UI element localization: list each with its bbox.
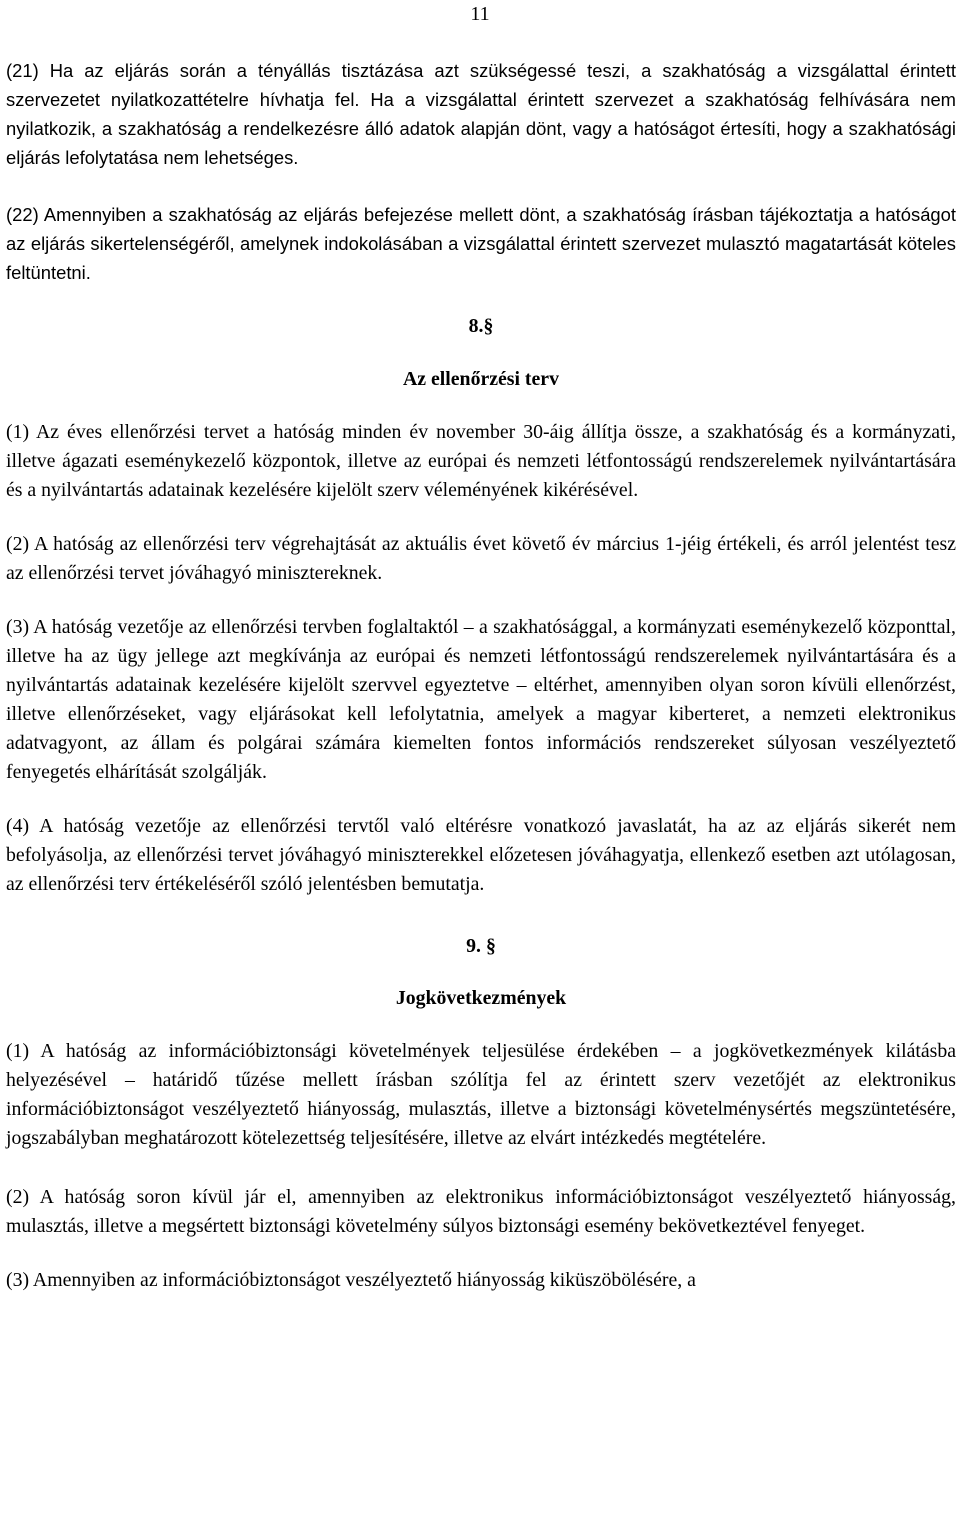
section-8-paragraph-2: (2) A hatóság az ellenőrzési terv végrehajtását az aktuális évet követő év március 1-jéig értékeli, és arról jelentést tesz az ellenőrzési tervet jóváhagyó minisztereknek. [6,533,956,584]
section-9-paragraph-1: (1) A hatóság az információbiztonsági követelmények teljesülése érdekében – a jogkövetkezmények kilátásba helyezésével – határidő tűzése mellett írásban szólítja fel az érintett szerv vezetőjét az elektronikus információbiztonságot veszélyeztető hiányosság, mulasztás, illetve a biztonsági követelménysértés megszüntetésére, jogszabályban meghatározott kötelezettség teljesítésére, illetve az elvárt intézkedés megtételére. [6,1040,956,1149]
section-9-paragraph-3: (3) Amennyiben az információbiztonságot veszélyeztető hiányosság kiküszöbölésére, a [6,1269,696,1291]
paragraph-21: (21) Ha az eljárás során a tényállás tisztázása azt szükségessé teszi, a szakhatóság a vizsgálattal érintett szervezetet nyilatkozattételre hívhatja fel. Ha a vizsgálattal érintett szervezet a szakhatóság felhívására nem nyilatkozik, a szakhatóság a rendelkezésre álló adatok alapján dönt, vagy a hatóságot értesíti, hogy a szakhatósági eljárás lefolytatása nem lehetséges. [6,60,956,168]
section-8-paragraph-1: (1) Az éves ellenőrzési tervet a hatóság minden év november 30-áig állítja össze, a szakhatóság és a kormányzati, illetve ágazati eseménykezelő központok, illetve az európai és nemzeti létfontosságú rendszerelemek nyilvántartására és a nyilvántartás adatainak kezelésére kijelölt szerv véleményének kikérésével. [6,421,956,501]
section-8-paragraph-4: (4) A hatóság vezetője az ellenőrzési tervtől való eltérésre vonatkozó javaslatát, ha az az eljárás sikerét nem befolyásolja, az ellenőrzési tervet jóváhagyó miniszterekkel előzetesen jóváhagyatja, ellenkező esetben azt utólagosan, az ellenőrzési terv értékeléséről szóló jelentésben bemutatja. [6,815,956,895]
document-body [6,56,956,1295]
section-8-number: 8.§ [468,315,494,337]
page-number: 11 [470,3,490,25]
section-9-title: Jogkövetkezmények [395,987,567,1009]
section-8-title: Az ellenőrzési terv [403,368,559,390]
section-9-paragraph-2: (2) A hatóság soron kívül jár el, amennyiben az elektronikus információbiztonságot veszélyeztető hiányosság, mulasztás, illetve a megsértett biztonsági követelmény súlyos biztonsági esemény bekövetkeztével fenyeget. [6,1186,956,1237]
section-8-paragraph-3: (3) A hatóság vezetője az ellenőrzési tervben foglaltaktól – a szakhatósággal, a kormányzati eseménykezelő központtal, illetve ha az ügy jellege azt megkívánja az európai és nemzeti létfontosságú rendszerelemek nyilvántartására és a nyilvántartás adatainak kezelésére kijelölt szervvel egyeztetve – eltérhet, amennyiben olyan soron kívüli ellenőrzést, illetve ellenőrzéseket, vagy eljárásokat kell lefolytatnia, amelyek a magyar kiberteret, a nemzeti elektronikus adatvagyont, az állam és polgárai számára kiemelten fontos információs rendszereket súlyosan veszélyeztető fenyegetés elhárítását szolgálják. [6,616,956,783]
section-9-number: 9. § [466,935,496,957]
paragraph-22: (22) Amennyiben a szakhatóság az eljárás befejezése mellett dönt, a szakhatóság írásban tájékoztatja a hatóságot az eljárás sikertelenségéről, amelynek indokolásában a vizsgálattal érintett szervezet mulasztó magatartását köteles feltüntetni. [6,204,956,283]
